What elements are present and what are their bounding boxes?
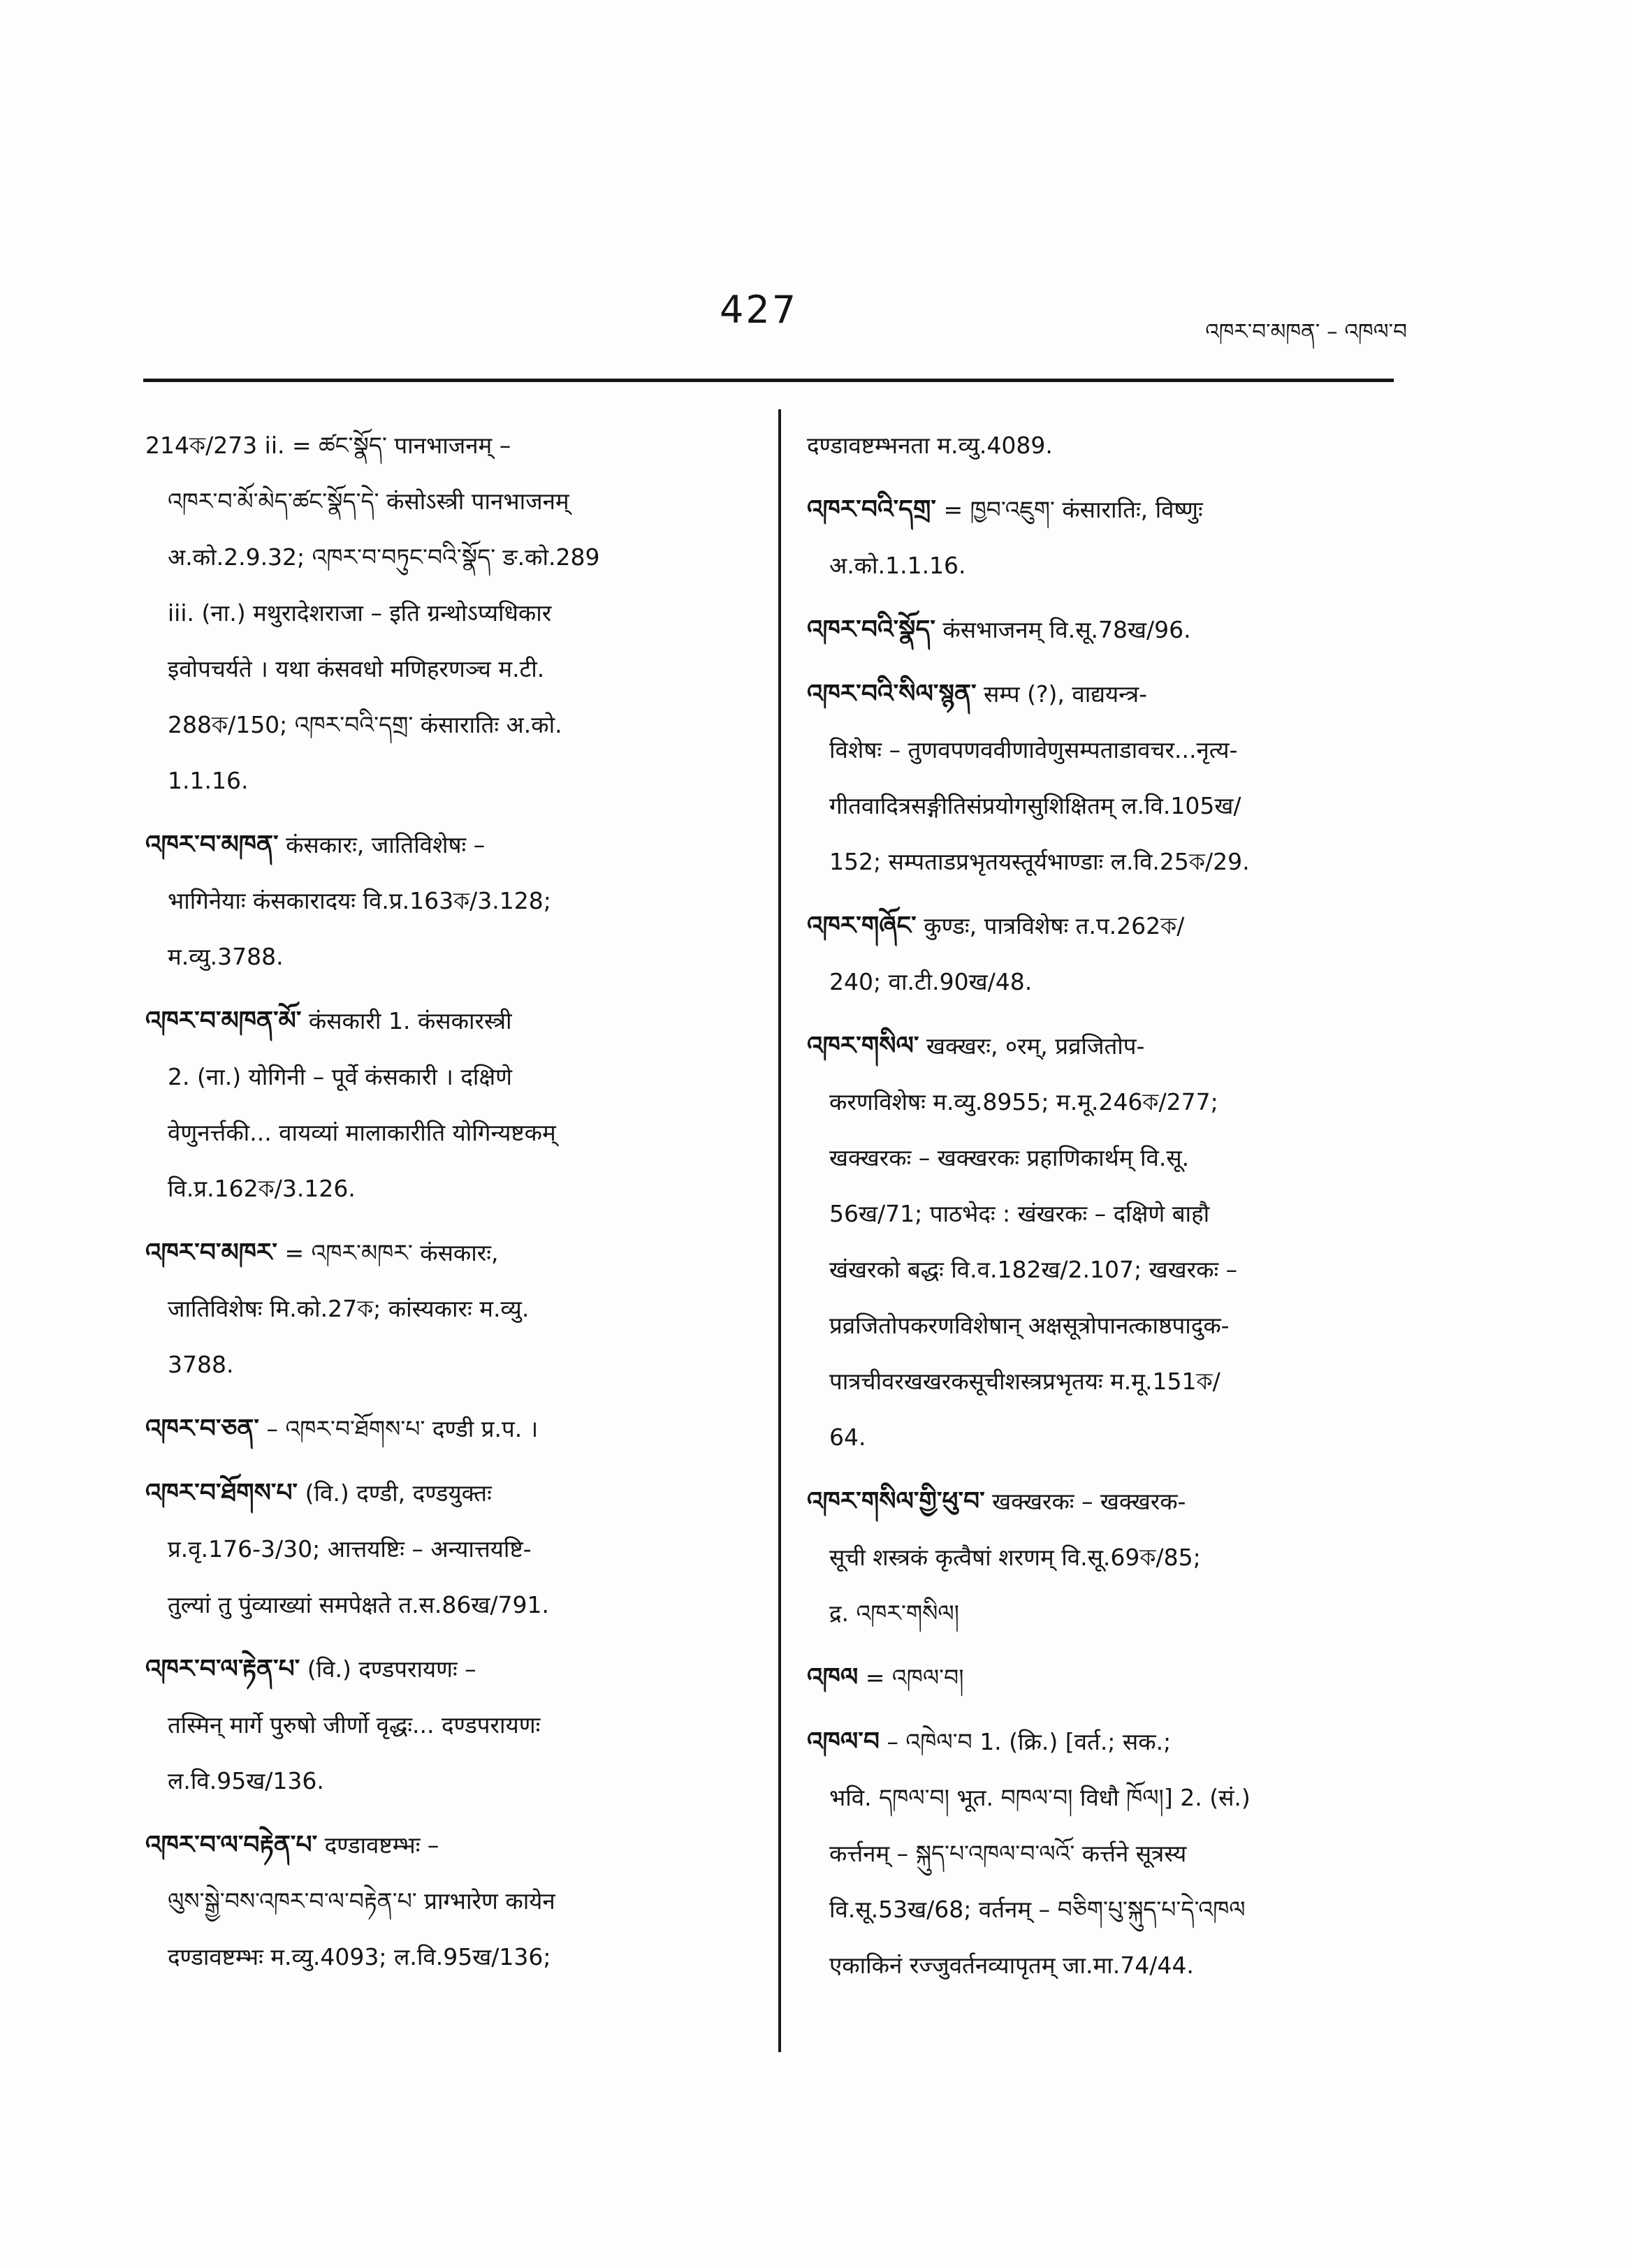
entry-line <box>807 954 1388 1010</box>
entry-line <box>145 1929 722 1985</box>
entry-line <box>145 1105 722 1161</box>
page-number: 427 <box>720 288 799 332</box>
entry-line <box>807 1474 1388 1530</box>
entry-text: तुल्यां तु पुंव्याख्यां समपेक्षते त.स.86ख/791. <box>168 1591 549 1618</box>
entry-line <box>807 1714 1388 1770</box>
entry-text: कंसकारः, जातिविशेषः – <box>286 831 486 858</box>
entry-line <box>807 602 1388 658</box>
entry-line <box>145 1641 722 1697</box>
entry-line <box>145 1337 722 1393</box>
dictionary-entry <box>807 1714 1388 1993</box>
dictionary-entry <box>145 418 722 809</box>
entry-line <box>807 1826 1388 1882</box>
entry-line <box>145 529 722 585</box>
entry-line <box>807 1074 1388 1130</box>
entry-text: प्रव्रजितोपकरणविशेषान् अक्षसूत्रोपानत्काष्ठपादुक- <box>829 1312 1230 1339</box>
entry-line <box>807 666 1388 722</box>
entry-text: खक्खरकः – खक्खरकः प्रहाणिकार्थम् वि.सू. <box>829 1144 1190 1171</box>
entry-text: iii. (ना.) मथुरादेशराजा – इति ग्रन्थोऽप्यधिकार <box>168 599 552 627</box>
entry-line <box>145 585 722 641</box>
entry-line <box>807 1354 1388 1410</box>
entry-headword: འཁར་བ་ལ་རྟེན་པ་ <box>145 1655 300 1683</box>
entry-line <box>807 538 1388 594</box>
entry-headword: འཁར་བའི་དགྲ་ <box>807 495 936 524</box>
dictionary-entry <box>807 1474 1388 1641</box>
entry-headword: འཁར་བའི་སིལ་སྙན་ <box>807 680 977 708</box>
entry-text: प्र.वृ.176-3/30; आत्तयष्टिः – अन्यात्तयष्टि- <box>168 1535 532 1563</box>
header-rule <box>143 379 1394 382</box>
entry-headword: འཁར་བ་མཁན་མོ་ <box>145 1007 302 1035</box>
entry-text: वेणुनर्त्तकी... वायव्यां मालाकारीति योगिन्यष्टकम् <box>168 1119 556 1146</box>
entry-line <box>807 1530 1388 1586</box>
entry-headword: འཁར་བ་ཐོགས་པ་ <box>145 1479 298 1507</box>
entry-text: म.व्यु.3788. <box>168 943 284 970</box>
entry-line <box>145 1281 722 1337</box>
dictionary-entry <box>807 602 1388 658</box>
entry-line <box>807 722 1388 778</box>
dictionary-entry <box>807 666 1388 890</box>
entry-headword: འཁར་གཞོང་ <box>807 912 917 940</box>
dictionary-entry <box>145 1641 722 1809</box>
entry-text: एकाकिनं रज्जुवर्तनव्यापृतम् जा.मा.74/44. <box>829 1952 1194 1979</box>
entry-text: खक्खरः, ०रम्, प्रव्रजितोप- <box>926 1032 1145 1060</box>
entry-text: ལུས་སྒྱེ་བས་འཁར་བ་ལ་བརྟེན་པ་ प्राग्भारेण कायेन <box>168 1887 555 1915</box>
entry-text: द्र. འཁར་གསིལ། <box>829 1600 960 1627</box>
dictionary-entry <box>145 1817 722 1985</box>
entry-line <box>145 1401 722 1457</box>
entry-text: दण्डावष्टम्भः – <box>324 1831 439 1859</box>
entry-line <box>807 418 1388 474</box>
dictionary-entry <box>807 1018 1388 1465</box>
entry-line <box>807 898 1388 954</box>
entry-text: विशेषः – तुणवपणववीणावेणुसम्पताडावचर...नृत्य- <box>829 736 1238 763</box>
entry-text: खंखरको बद्धः वि.व.182ख/2.107; खखरकः – <box>829 1256 1238 1283</box>
entry-text: (वि.) दण्डी, दण्डयुक्तः <box>305 1479 492 1507</box>
entry-line <box>145 1577 722 1633</box>
entry-text: कंसभाजनम् वि.सू.78ख/96. <box>942 616 1191 643</box>
entry-text: जातिविशेषः मि.को.27ক; कांस्यकारः म.व्यु. <box>168 1295 530 1322</box>
entry-headword: འཁར་བ་ལ་བརྟེན་པ་ <box>145 1831 318 1859</box>
entry-headword: འཁར་གསིལ་ <box>807 1032 919 1060</box>
entry-text: अ.को.2.9.32; འཁར་བ་བཏུང་བའི་སྣོད་ ङ.को.289 <box>168 543 600 571</box>
entry-line <box>807 1130 1388 1186</box>
entry-line <box>807 1938 1388 1993</box>
dictionary-entry <box>807 418 1388 474</box>
entry-line <box>145 1049 722 1105</box>
dictionary-entry <box>807 482 1388 594</box>
entry-text: – འཁེལ་བ 1. (क्रि.) [वर्त.; सक.; <box>887 1728 1172 1755</box>
entry-headword: འཁར་གསིལ་གྱི་ཕུ་བ་ <box>807 1487 985 1516</box>
entry-line <box>145 817 722 873</box>
entry-text: 2. (ना.) योगिनी – पूर्वे कंसकारी । दक्षिणे <box>168 1063 512 1090</box>
entry-line <box>807 482 1388 538</box>
entry-headword: འཁར་བ་མཁར་ <box>145 1238 277 1267</box>
entry-line <box>145 1521 722 1577</box>
entry-text: 64. <box>829 1424 866 1451</box>
entry-text: འཁར་བ་མོ་མེད་ཚང་སྣོད་དེ་ कंसोऽस्त्री पानभाजनम् <box>168 488 569 515</box>
entry-line <box>807 1650 1388 1706</box>
entry-text: ल.वि.95ख/136. <box>168 1767 324 1794</box>
entry-line <box>807 1882 1388 1938</box>
entry-text: = འཁལ་བ། <box>865 1664 964 1691</box>
entry-text: करणविशेषः म.व्यु.8955; म.मू.246ক/277; <box>829 1088 1218 1115</box>
entry-headword: འཁལ་བ <box>807 1727 880 1756</box>
entry-line <box>145 873 722 929</box>
entry-line <box>145 1753 722 1809</box>
entry-text: सूची शस्त्रकं कृत्वैषां शरणम् वि.सू.69ক/85; <box>829 1544 1201 1571</box>
dictionary-entry <box>145 1465 722 1633</box>
entry-text: 56ख/71; पाठभेदः : खंखरकः – दक्षिणे बाहौ <box>829 1200 1210 1227</box>
entry-text: खक्खरकः – खक्खरक- <box>992 1488 1186 1515</box>
entry-line <box>145 418 722 474</box>
entry-line <box>145 753 722 809</box>
entry-text: कंसकारी 1. कंसकारस्त्री <box>308 1007 512 1034</box>
column-divider <box>778 409 781 2052</box>
entry-text: पात्रचीवरखखरकसूचीशस्त्रप्रभृतयः म.मू.151ক/ <box>829 1368 1220 1395</box>
entry-text: इवोपचर्यते । यथा कंसवधो मणिहरणञ्च म.टी. <box>168 655 545 682</box>
dictionary-entry <box>145 1401 722 1457</box>
dictionary-entry <box>145 1225 722 1393</box>
entry-text: 214ক/273 ii. = ཚང་སྣོད་ पानभाजनम् – <box>145 432 511 459</box>
entry-line <box>145 1225 722 1281</box>
entry-line <box>145 474 722 529</box>
entry-line <box>807 1242 1388 1298</box>
dictionary-entry <box>145 993 722 1217</box>
entry-text: = འཁར་མཁར་ कंसकारः, <box>284 1239 499 1266</box>
entry-line <box>145 641 722 697</box>
entry-line <box>807 1186 1388 1242</box>
entry-text: भवि. དཁལ་བ། भूत. བཁལ་བ། विधौ ཁོལ།] 2. (सं.) <box>829 1784 1251 1811</box>
entry-text: सम्प (?), वाद्ययन्त्र- <box>984 680 1148 708</box>
entry-text: गीतवादित्रसङ्गीतिसंप्रयोगसुशिक्षितम् ल.वि.105ख/ <box>829 792 1241 819</box>
entry-text: दण्डावष्टम्भः म.व्यु.4093; ल.वि.95ख/136; <box>168 1943 551 1970</box>
entry-line <box>807 1018 1388 1074</box>
left-column <box>145 418 722 1993</box>
entry-line <box>807 1770 1388 1826</box>
dictionary-entry <box>807 898 1388 1010</box>
entry-line <box>145 1697 722 1753</box>
entry-headword: འཁལ <box>807 1663 859 1692</box>
entry-text: अ.को.1.1.16. <box>829 552 966 579</box>
entry-text: तस्मिन् मार्गे पुरुषो जीर्णो वृद्धः... दण्डपरायणः <box>168 1711 541 1739</box>
dictionary-entry <box>145 817 722 985</box>
entry-line <box>145 1817 722 1873</box>
entry-text: 1.1.16. <box>168 767 249 794</box>
entry-line <box>807 834 1388 890</box>
entry-line <box>807 1586 1388 1641</box>
entry-text: दण्डावष्टम्भनता म.व्यु.4089. <box>807 432 1053 459</box>
right-column <box>807 418 1388 2002</box>
entry-text: = ཁྱབ་འཇུག་ कंसारातिः, विष्णुः <box>943 496 1203 523</box>
entry-line <box>807 1298 1388 1354</box>
entry-headword: འཁར་བའི་སྣོད་ <box>807 615 935 644</box>
entry-text: कर्त्तनम् – སྐུད་པ་འཁལ་བ་ལའོ་ कर्त्तने सूत्रस्य <box>829 1840 1187 1867</box>
entry-text: कुण्डः, पात्रविशेषः त.प.262ক/ <box>924 912 1185 939</box>
entry-line <box>145 929 722 985</box>
entry-line <box>145 697 722 753</box>
entry-line <box>807 1410 1388 1465</box>
entry-line <box>145 993 722 1049</box>
entry-text: 288ক/150; འཁར་བའི་དགྲ་ कंसारातिः अ.को. <box>168 711 562 738</box>
dictionary-entry <box>807 1650 1388 1706</box>
entry-line <box>807 778 1388 834</box>
entry-text: 3788. <box>168 1351 234 1378</box>
entry-text: 240; वा.टी.90ख/48. <box>829 968 1033 995</box>
entry-line <box>145 1465 722 1521</box>
entry-text: वि.प्र.162ক/3.126. <box>168 1175 356 1202</box>
entry-text: (वि.) दण्डपरायणः – <box>307 1655 476 1683</box>
entry-line <box>145 1161 722 1217</box>
entry-headword: འཁར་བ་ཅན་ <box>145 1414 259 1443</box>
entry-text: 152; सम्पताडप्रभृतयस्तूर्यभाण्डाः ल.वि.25ক/29. <box>829 848 1250 875</box>
entry-headword: འཁར་བ་མཁན་ <box>145 831 279 859</box>
entry-line <box>145 1873 722 1929</box>
entry-text: वि.सू.53ख/68; वर्तनम् – བཅིག་པུ་སྐུད་པ་དེ་འཁལ <box>829 1896 1246 1923</box>
entry-text: भागिनेयाः कंसकारादयः वि.प्र.163ক/3.128; <box>168 887 551 914</box>
entry-text: – འཁར་བ་ཐོགས་པ་ दण्डी प्र.प. । <box>266 1415 539 1442</box>
running-head: འཁར་བ་མཁན་ – འཁལ་བ <box>1205 319 1407 344</box>
